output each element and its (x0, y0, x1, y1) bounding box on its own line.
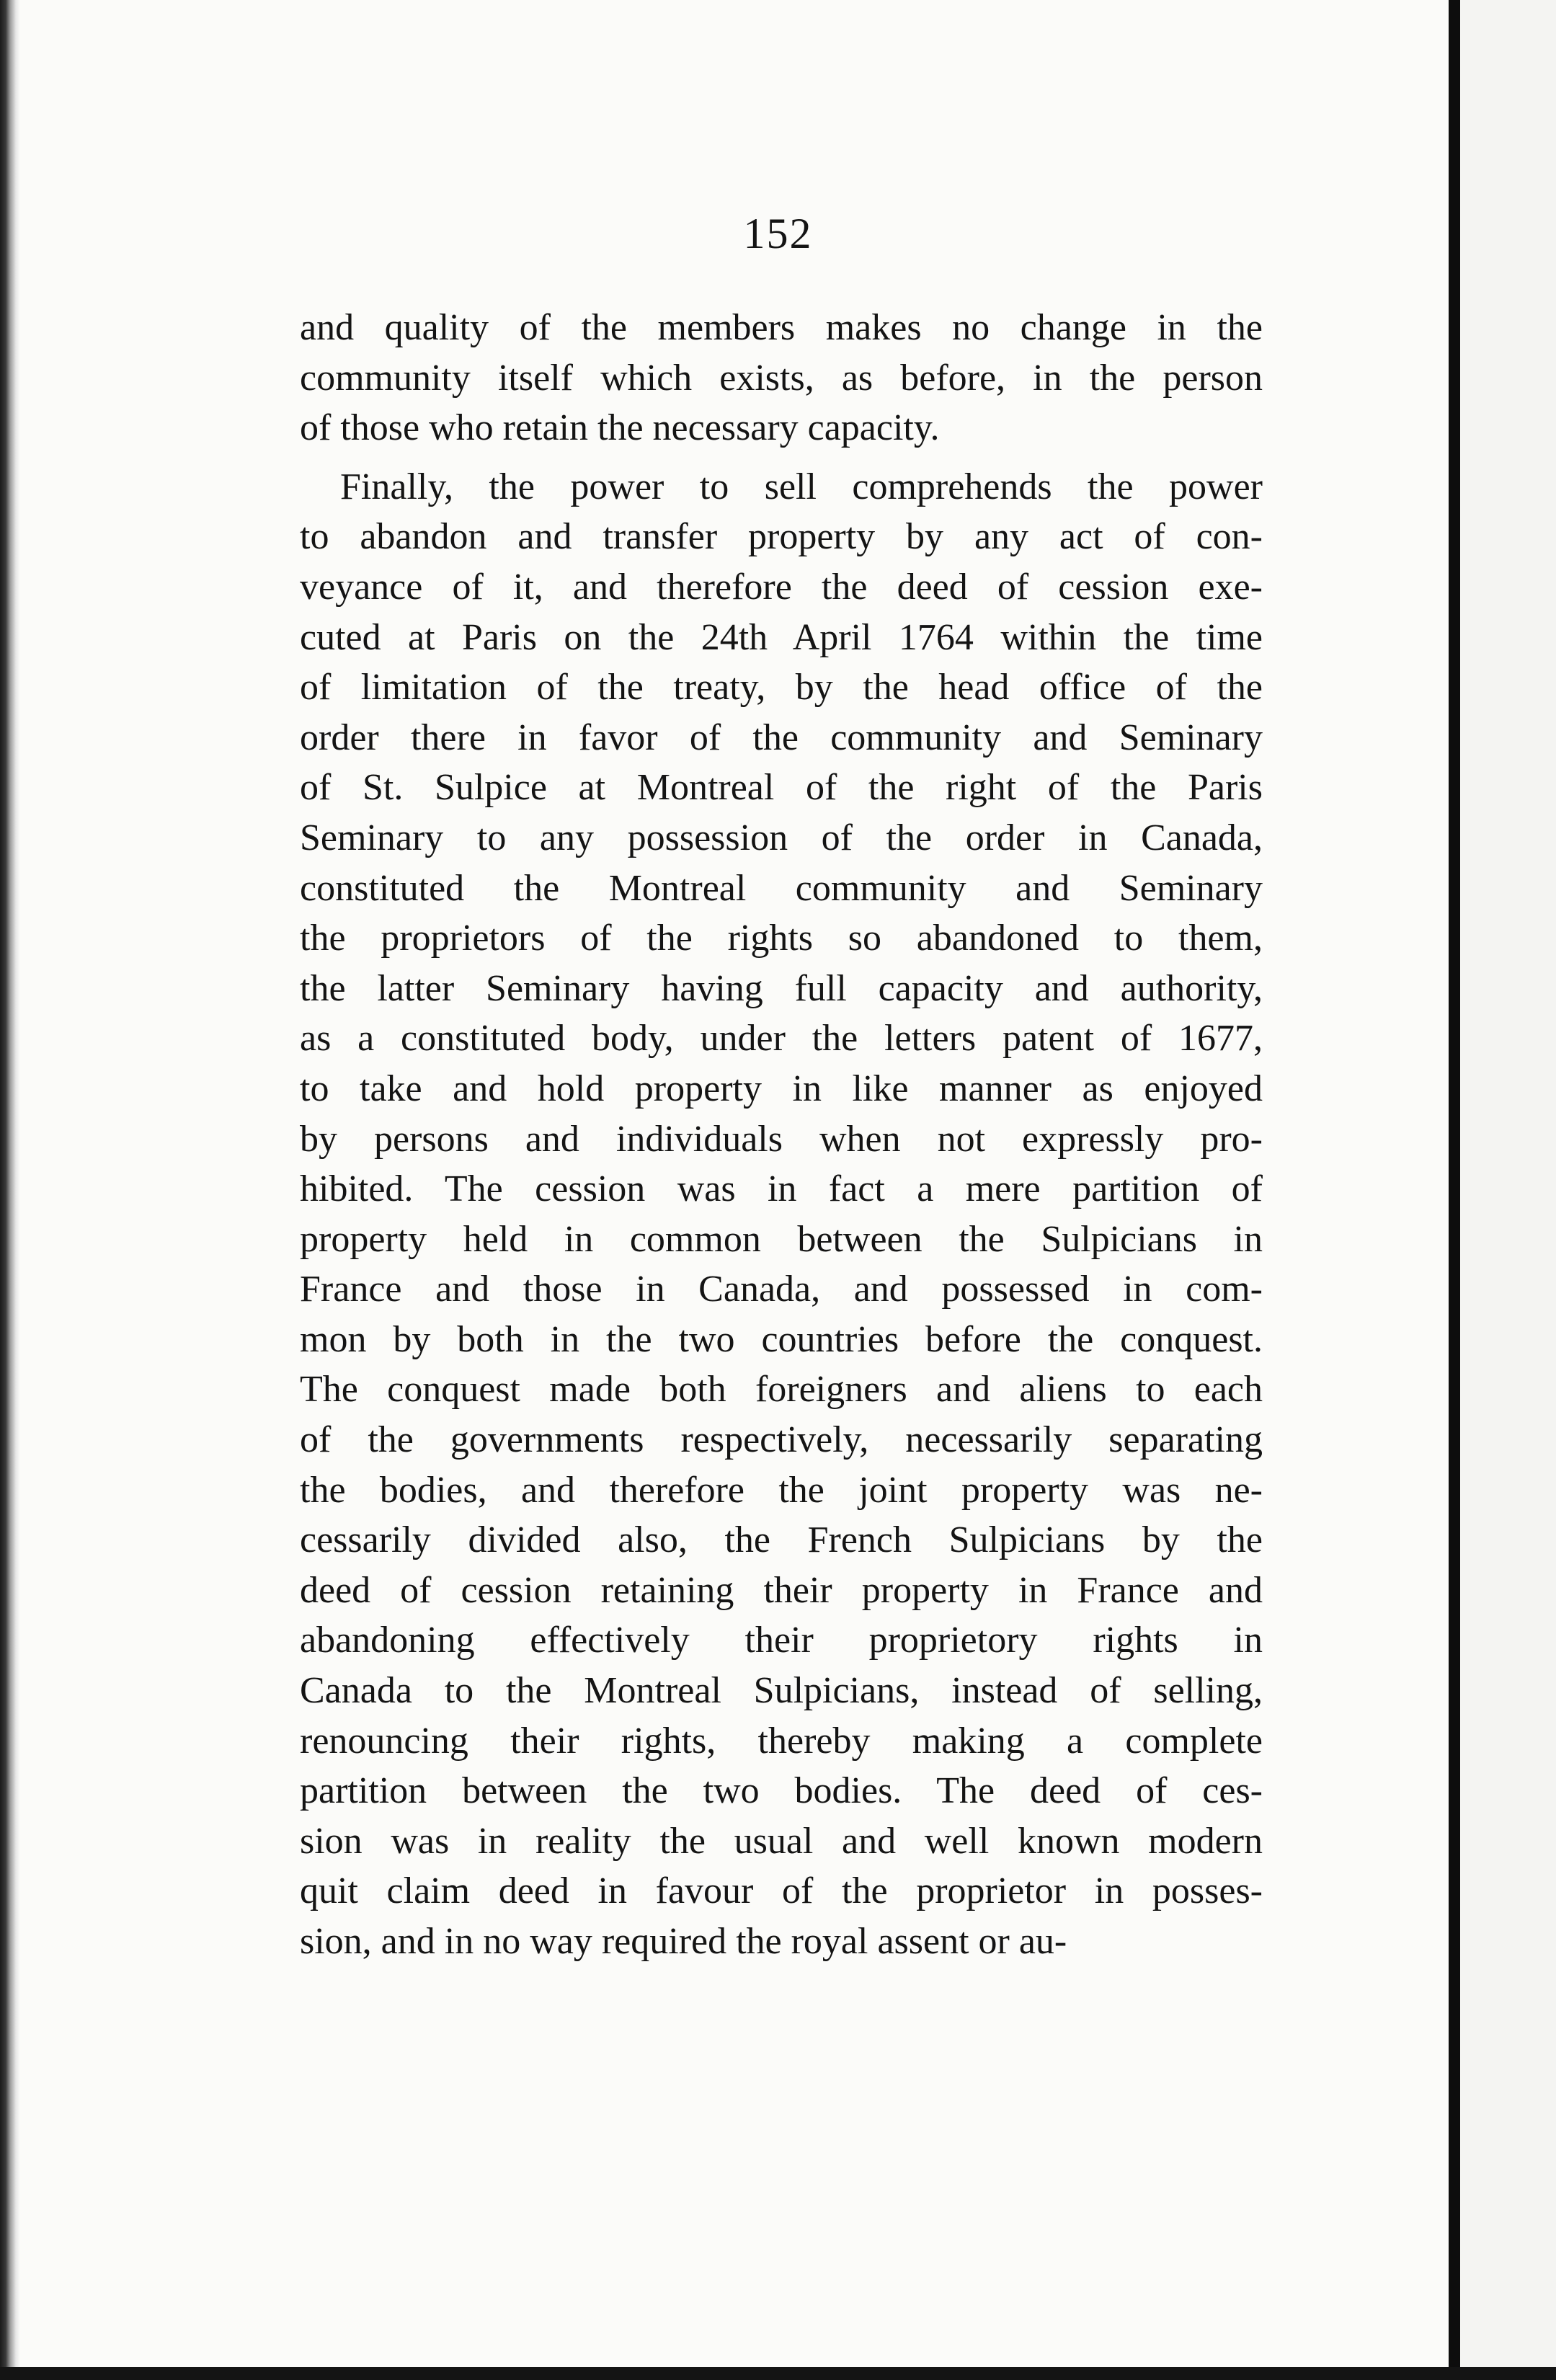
scan-bottom-edge (0, 2367, 1556, 2380)
scan-left-edge (0, 0, 20, 2380)
page-number: 152 (743, 210, 813, 257)
text-line: by persons and individuals when not expressly pro- (300, 1118, 1263, 1160)
paragraph (300, 462, 1263, 1967)
text-line: abandoning effectively their proprietory rights in (300, 1620, 1263, 1661)
text-line: Canada to the Montreal Sulpicians, instead of selling, (300, 1670, 1263, 1712)
text-line: hibited. The cession was in fact a mere partition of (300, 1168, 1263, 1210)
text-line: renouncing their rights, thereby making a complete (300, 1720, 1263, 1762)
text-line: as a constituted body, under the letters patent of 1677, (300, 1018, 1263, 1060)
text-line: of the governments respectively, necessarily separating (300, 1419, 1263, 1461)
text-line: cuted at Paris on the 24th April 1764 within the time (300, 616, 1263, 658)
text-line: of St. Sulpice at Montreal of the right of the Paris (300, 767, 1263, 809)
text-line: the latter Seminary having full capacity and authority, (300, 967, 1263, 1009)
body-text (300, 303, 1263, 1967)
text-line: property held in common between the Sulpicians in (300, 1218, 1263, 1260)
text-line: of limitation of the treaty, by the head office of the (300, 667, 1263, 709)
text-line: partition between the two bodies. The deed of ces- (300, 1770, 1263, 1812)
text-line: community itself which exists, as before, in the person (300, 357, 1263, 399)
text-line: sion, and in no way required the royal assent or au- (300, 1921, 1067, 1962)
text-line: the proprietors of the rights so abandoned to them, (300, 918, 1263, 959)
text-line: Seminary to any possession of the order in Canada, (300, 817, 1263, 858)
scan-right-edge (1449, 0, 1556, 2380)
text-line: and quality of the members makes no change in the (300, 307, 1263, 348)
text-line: of those who retain the necessary capacity. (300, 407, 940, 449)
text-line: veyance of it, and therefore the deed of cession exe- (300, 566, 1263, 608)
text-line: mon by both in the two countries before the conquest. (300, 1318, 1263, 1360)
text-line: to take and hold property in like manner as enjoyed (300, 1067, 1263, 1109)
paragraph (300, 303, 1263, 453)
text-line: deed of cession retaining their property in France and (300, 1569, 1263, 1611)
text-line: constituted the Montreal community and Seminary (300, 867, 1263, 909)
text-line: to abandon and transfer property by any act of con- (300, 516, 1263, 558)
text-line: Finally, the power to sell comprehends the power (340, 466, 1263, 507)
text-line: sion was in reality the usual and well known modern (300, 1820, 1263, 1862)
text-line: France and those in Canada, and possessed in com- (300, 1269, 1263, 1310)
paragraph-gap (300, 453, 1263, 462)
text-line: The conquest made both foreigners and aliens to each (300, 1369, 1263, 1411)
text-line: quit claim deed in favour of the proprietor in posses- (300, 1870, 1263, 1912)
text-line: cessarily divided also, the French Sulpicians by the (300, 1519, 1263, 1561)
text-line: order there in favor of the community and Seminary (300, 716, 1263, 758)
text-line: the bodies, and therefore the joint property was ne- (300, 1469, 1263, 1511)
